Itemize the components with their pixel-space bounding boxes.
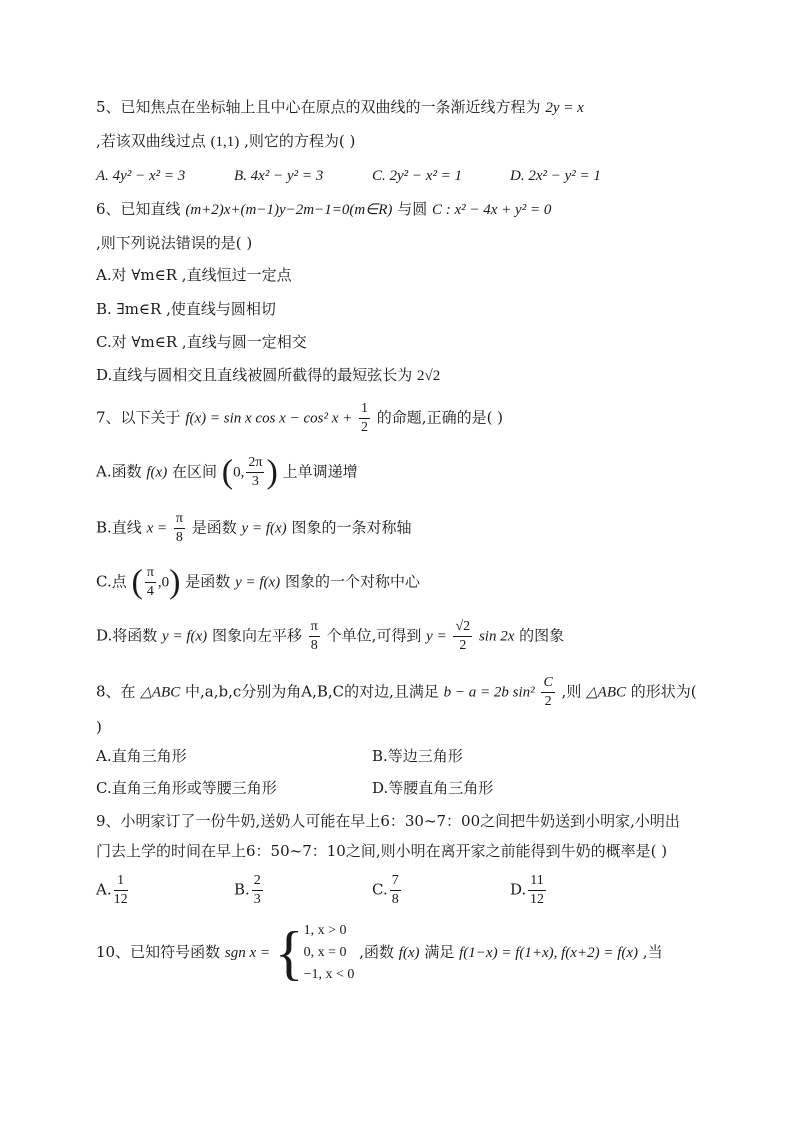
q6-line-equation: (m+2)x+(m−1)y−2m−1=0(m∈R) bbox=[185, 202, 393, 218]
q7-b-pre: B.直线 bbox=[96, 518, 142, 537]
q7-a-post: 上单调递增 bbox=[282, 462, 358, 481]
q7-c-fraction: $\frac{\pi}{4}$ bbox=[146, 565, 154, 599]
q7-a-lparen: ( bbox=[221, 453, 234, 491]
q7-b-mid: 是函数 bbox=[191, 518, 237, 537]
q6-option-b: B. ∃m∈R ,使直线与圆相切 bbox=[96, 300, 276, 318]
q7-c-mid: 是函数 bbox=[185, 572, 231, 591]
q6-option-a: A.对 ∀m∈R ,直线恒过一定点 bbox=[96, 266, 292, 284]
q8-option-d: D.等腰直角三角形 bbox=[372, 779, 494, 797]
q7-d-f: y = f(x) bbox=[162, 628, 208, 645]
q7-a-f: f(x) bbox=[146, 464, 168, 481]
q8-option-c: C.直角三角形或等腰三角形 bbox=[96, 779, 277, 797]
q6-and: 与圆 bbox=[397, 200, 428, 218]
q7-option-a bbox=[96, 454, 358, 491]
q7-d-mid2: 个单位,可得到 bbox=[326, 626, 422, 645]
q7-d-mid: 图象向左平移 bbox=[211, 626, 302, 645]
q8-pre: 8、在 bbox=[96, 682, 136, 701]
q6-circle-equation: C : x² − 4x + y² = 0 bbox=[431, 202, 552, 218]
q10-cases: 1, x > 0 0, x = 0 −1, x < 0 bbox=[303, 923, 355, 982]
q7-option-d bbox=[96, 618, 564, 655]
q7-a-fraction: $\frac{2\pi}{3}$ bbox=[248, 455, 263, 489]
q9-line1: 9、小明家订了一份牛奶,送奶人可能在早上6：30~7：00之间把牛奶送到小明家,小明出 bbox=[96, 812, 680, 830]
q9-option-b: B. $\frac{2}{3}$ bbox=[234, 873, 261, 907]
q5-line1 bbox=[96, 96, 584, 119]
q9-option-a: A. $\frac{1}{12}$ bbox=[96, 873, 128, 907]
q7-a-int: 0, bbox=[233, 464, 245, 481]
q7-c-int: ,0 bbox=[157, 574, 170, 591]
q10-f: f(x) bbox=[398, 945, 420, 961]
q10-conditions: f(1−x) = f(1+x), f(x+2) = f(x) bbox=[459, 945, 639, 961]
q7-d-fraction: $\frac{\pi}{8}$ bbox=[310, 619, 318, 653]
q8-triangle2: △ABC bbox=[586, 684, 626, 701]
q7-stem-post: 的命题,正确的是( ) bbox=[376, 408, 504, 427]
q5-line2 bbox=[96, 130, 355, 153]
q7-a-rparen: ) bbox=[266, 453, 278, 491]
q8-close-paren: ) bbox=[96, 718, 102, 736]
q6-stem: 6、已知直线 bbox=[96, 200, 181, 218]
q9-line2: 门去上学的时间在早上6：50~7：10之间,则小明在离开家之前能得到牛奶的概率是( ) bbox=[96, 842, 668, 860]
q8-triangle: △ABC bbox=[140, 684, 181, 701]
q8-condition: b − a = 2b sin² bbox=[443, 684, 535, 701]
q7-d-fraction2: $\frac{√2}{2}$ bbox=[455, 619, 471, 653]
q6-option-d-text: D.直线与圆相交且直线被圆所截得的最短弦长为 bbox=[96, 366, 413, 384]
q8-option-a: A.直角三角形 bbox=[96, 747, 187, 765]
q9-option-d: D. $\frac{11}{12}$ bbox=[510, 873, 544, 907]
q5-option-c: C. 2y² − x² = 1 bbox=[372, 168, 463, 184]
q8-post2: 的形状为( bbox=[630, 682, 697, 701]
q7-fraction: $\frac{1}{2}$ bbox=[361, 401, 369, 435]
q7-c-lparen: ( bbox=[131, 563, 143, 601]
q7-option-c bbox=[96, 564, 420, 601]
q5-asymptote: 2y = x bbox=[545, 100, 584, 116]
q6-line1 bbox=[96, 198, 551, 221]
q7-b-fraction: $\frac{\pi}{8}$ bbox=[175, 511, 183, 545]
q5-option-b: B. 4x² − y² = 3 bbox=[234, 168, 324, 184]
q7-d-y: y = bbox=[426, 628, 447, 645]
q5-option-a: A. 4y² − x² = 3 bbox=[96, 168, 186, 184]
q8-post1: ,则 bbox=[561, 682, 582, 701]
q7-stem bbox=[96, 400, 503, 437]
q10-pre: 10、已知符号函数 bbox=[96, 943, 221, 961]
q7-b-x: x = bbox=[146, 520, 168, 537]
q7-c-post: 图象的一个对称中心 bbox=[284, 572, 420, 591]
q7-c-pre: C.点 bbox=[96, 572, 127, 591]
q6-option-d bbox=[96, 364, 440, 387]
q7-option-b bbox=[96, 510, 411, 547]
q7-c-rparen: ) bbox=[169, 563, 181, 601]
q10-post: ,当 bbox=[642, 943, 663, 961]
q5-text: ,若该双曲线过点 bbox=[96, 132, 206, 150]
q5-point: (1,1) bbox=[210, 134, 240, 150]
q7-c-f: y = f(x) bbox=[235, 574, 281, 591]
q8-stem bbox=[96, 674, 697, 711]
q5-stem: 5、已知焦点在坐标轴上且中心在原点的双曲线的一条渐近线方程为 bbox=[96, 98, 541, 116]
q7-b-post: 图象的一条对称轴 bbox=[291, 518, 412, 537]
q7-stem-pre: 7、以下关于 bbox=[96, 408, 181, 427]
q7-d-post: 的图象 bbox=[519, 626, 565, 645]
q10-mid: ,函数 bbox=[359, 943, 394, 961]
q7-d-sin: sin 2x bbox=[478, 628, 515, 645]
q7-a-mid: 在区间 bbox=[172, 462, 218, 481]
q6-line2: ,则下列说法错误的是( ) bbox=[96, 234, 253, 252]
q8-mid: 中,a,b,c分别为角A,B,C的对边,且满足 bbox=[184, 682, 439, 701]
q6-option-c: C.对 ∀m∈R ,直线与圆一定相交 bbox=[96, 333, 307, 351]
q10-brace: { bbox=[274, 920, 304, 986]
q9-option-c: C. $\frac{7}{8}$ bbox=[372, 873, 399, 907]
q10-mid2: 满足 bbox=[424, 943, 455, 961]
q6-option-d-value: 2√2 bbox=[417, 368, 441, 384]
q7-d-pre: D.将函数 bbox=[96, 626, 158, 645]
q10-stem bbox=[96, 920, 663, 986]
q8-fraction: $\frac{C}{2}$ bbox=[543, 675, 553, 709]
q7-a-pre: A.函数 bbox=[96, 462, 142, 481]
q7-function: f(x) = sin x cos x − cos² x + bbox=[185, 410, 353, 427]
q8-option-b: B.等边三角形 bbox=[372, 747, 463, 765]
q10-sgn: sgn x = bbox=[224, 945, 270, 961]
q5-question: ,则它的方程为( ) bbox=[244, 132, 356, 150]
q7-b-f: y = f(x) bbox=[241, 520, 287, 537]
q5-option-d: D. 2x² − y² = 1 bbox=[510, 168, 601, 184]
